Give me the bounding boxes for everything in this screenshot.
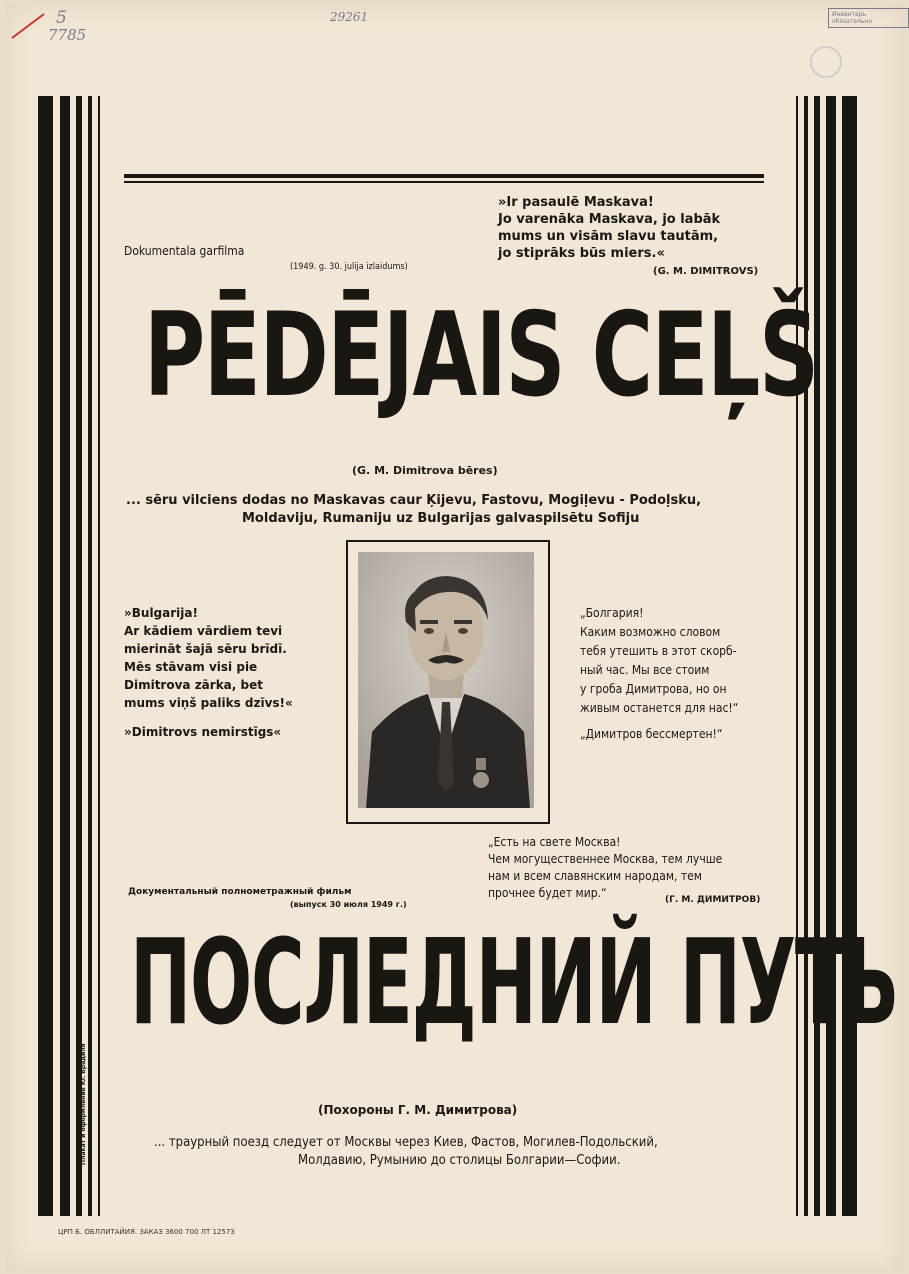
lv-title: PĒDĒJAIS CEĻŠ bbox=[144, 288, 818, 423]
ru-quote-author: (Г. М. ДИМИТРОВ) bbox=[665, 895, 761, 905]
left-border-stripes bbox=[38, 96, 102, 1216]
ru-quote-right-end: „Димитров бессмертен!“ bbox=[580, 727, 723, 741]
portrait-frame bbox=[346, 540, 550, 824]
lv-route: ... sēru vilciens dodas no Maskavas caur Ķijevu, Fastovu, Mogiļevu - Podoļsku, Moldaviju, Rumaniju uz Bulgarijas galvaspilsētu Sofiju bbox=[126, 493, 702, 526]
ru-route: ... траурный поезд следует от Москвы через Киев, Фастов, Могилев-Подольский, Молдавию, Румынию до столицы Болгарии—Софии. bbox=[154, 1135, 658, 1168]
ru-quote-mid: „Есть на свете Москва! Чем могущественнее Москва, тем лучше нам и всем славянским народам, тем прочнее будет мир.“ bbox=[488, 835, 723, 900]
ru-subtitle: (Похороны Г. М. Димитрова) bbox=[318, 1103, 518, 1117]
archive-number-3: 29261 bbox=[330, 10, 369, 24]
ru-title: ПОСЛЕДНИЙ ПУТЬ bbox=[130, 913, 899, 1051]
archive-number-2: 7785 bbox=[48, 26, 87, 44]
lv-film-type: Dokumentala garfilma bbox=[124, 244, 245, 258]
lv-quote-top: »Ir pasaulē Maskava! Jo varenāka Maskava, jo labāk mums un visām slavu tautām, jo stiprāks būs miers.« bbox=[498, 195, 721, 261]
designer-credit: Плакат и оформление Ю. Брадиля bbox=[80, 1043, 87, 1165]
lv-release-date: (1949. g. 30. julija izlaidums) bbox=[290, 262, 408, 272]
archive-stamp: Инвентарь обязательно bbox=[828, 8, 909, 28]
lv-quote-left: »Bulgarija! Ar kādiem vārdiem tevi mierināt šajā sēru brīdī. Mēs stāvam visi pie Dimitrova zārka, bet mums viņš paliks dzīvs!« bbox=[124, 606, 293, 710]
printer-imprint: ЦРП Б. ОБЛЛИТАЙИЯ. ЗАКАЗ 3600 700 ЛТ 12573 bbox=[58, 1228, 235, 1236]
ru-film-type: Документальный полнометражный фильм bbox=[128, 887, 352, 897]
ru-quote-right: „Болгария! Каким возможно словом тебя утешить в этот скорб- ный час. Мы все стоим у гроба Димитрова, но он живым останется для нас!“ bbox=[580, 606, 739, 715]
lv-subtitle: (G. M. Dimitrova bēres) bbox=[352, 464, 498, 477]
archive-number-1: 5 bbox=[56, 8, 67, 28]
lv-quote-left-end: »Dimitrovs nemirstīgs« bbox=[124, 725, 282, 739]
top-rule-thin bbox=[124, 181, 764, 183]
portrait-photo bbox=[358, 552, 534, 808]
stamp-circle bbox=[808, 44, 844, 80]
top-rule-thick bbox=[124, 174, 764, 178]
ru-release-date: (выпуск 30 июля 1949 г.) bbox=[290, 900, 407, 909]
red-pencil-mark bbox=[8, 8, 48, 42]
lv-quote-author: (G. M. DIMITROVS) bbox=[653, 266, 759, 277]
